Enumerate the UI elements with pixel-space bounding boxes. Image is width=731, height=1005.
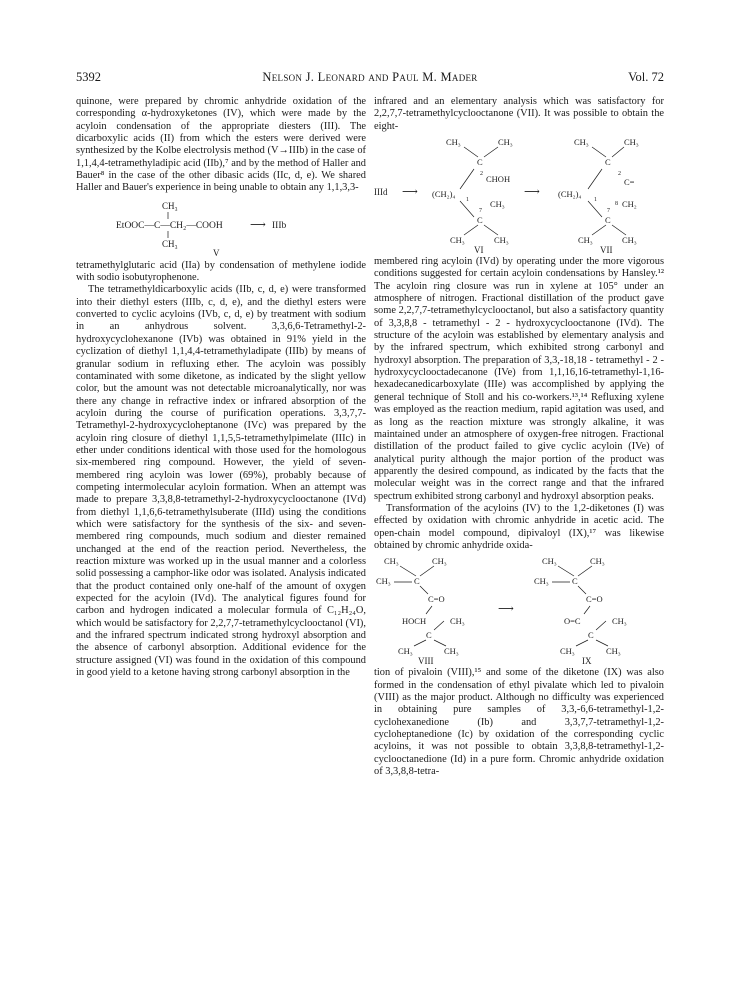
viii-quaternary-c: C — [414, 576, 420, 587]
page-number: 5392 — [76, 70, 101, 84]
viii-methyl-tl: CH₃ — [384, 556, 399, 567]
compound-label: V — [213, 247, 220, 257]
vi-choh: CHOH — [486, 174, 511, 185]
vi-position-2: 2 — [480, 171, 483, 178]
vi-methyl-tl: CH₃ — [446, 137, 461, 148]
running-head-authors: Nelson J. Leonard and Paul M. Mader — [262, 70, 478, 84]
ix-oc: O=C — [564, 616, 581, 627]
paragraph: tion of pivaloin (VIII),¹⁵ and some of the diketone (IX) was also formed in the condensation of ethyl pivalate which led to pivaloin (VIII) as the major product. Although no difficulty was experienced in obtaining pure samples of 3,3,-6,6-tetramethyl-1,2-cyclohexanedione (Ib) and 3,3,7,7-tetramethyl-1,2-cycloheptanedione (Ic) by oxidation of the corresponding cyclic acyloins, it was not possible to obtain 3,3,8,8-tetramethyl-1,2-cyclooctanedione (Id) in a pure form. Chromic anhydride oxidation of 3,3,8,8-tetra- — [374, 667, 664, 778]
ix-methyl-tl: CH₃ — [542, 556, 557, 567]
vi-quaternary-c: C — [477, 157, 483, 168]
vi-ring-chain: (CH₂)₄ — [432, 189, 456, 200]
viii-label: VIII — [418, 656, 434, 665]
vii-ring-chain: (CH₂)₄ — [558, 189, 582, 200]
methyl-bottom: CH₃ — [162, 238, 178, 249]
ix-quaternary-c2: C — [588, 630, 594, 641]
methyl-top: CH₃ — [162, 200, 178, 211]
vii-position-1: 1 — [594, 197, 597, 204]
ix-label: IX — [582, 656, 592, 665]
vii-quaternary-c: C — [605, 157, 611, 168]
vi-label: VI — [474, 245, 484, 254]
ix-methyl-ml: CH₃ — [534, 576, 549, 587]
vi-position-1: 1 — [466, 197, 469, 204]
ix-quaternary-c: C — [572, 576, 578, 587]
vii-label: VII — [600, 245, 613, 254]
product-label: IIIb — [272, 220, 287, 231]
vi-position-7: 7 — [479, 208, 482, 215]
vii-quaternary-c2: C — [605, 215, 611, 226]
vi-methyl-r: CH₃ — [490, 199, 505, 210]
vii-position-8: 8 — [615, 201, 618, 208]
vi-methyl-br: CH₃ — [494, 235, 509, 246]
vi-quaternary-c2: C — [477, 215, 483, 226]
paragraph: tetramethylglutaric acid (IIa) by condensation of methylene iodide with sodio isobutyrophenone. — [76, 259, 366, 284]
ix-methyl-a: CH₃ — [612, 616, 627, 627]
arrow-to-vii: ⟶ — [524, 186, 540, 199]
paragraph: quinone, were prepared by chromic anhydride oxidation of the corresponding α-hydroxyketones (IV), which were made by the acyloin condensation of the appropriate diesters (III). The dicarboxylic acids (II) from which the esters were derived were synthesized by the Kolbe electrolysis method (V→IIIb) in the case of 1,1,4,4-tetramethyladipic acid (IIb),⁷ and by the method of Haller and Bauer⁸ in the case of the other dibasic acids (IIc, d, e). We shared Haller and Bauer's experience in being unable to obtain any 1,1,3,3- — [76, 96, 366, 194]
vi-methyl-bl: CH₃ — [450, 235, 465, 246]
vii-methyl-tr: CH₃ — [624, 137, 639, 148]
viii-methyl-ml: CH₃ — [376, 576, 391, 587]
viii-quaternary-c2: C — [426, 630, 432, 641]
viii-methyl-bl: CH₃ — [398, 646, 413, 657]
arrow-to-vi: ⟶ — [402, 186, 418, 199]
ix-carbonyl: C=O — [586, 594, 603, 605]
vii-carbonyl: C= — [624, 177, 635, 188]
scheme-compound-v — [76, 197, 366, 257]
ix-methyl-bl: CH₃ — [560, 646, 575, 657]
paragraph: infrared and an elementary analysis which was satisfactory for 2,2,7,7-tetramethylcyclooctanone (VII). It was possible to obtain the eight- — [374, 96, 664, 132]
arrow-viii-to-ix: ⟶ — [498, 603, 514, 616]
paragraph: The tetramethyldicarboxylic acids (IIb, c, d, e) were transformed into their diethyl esters (IIIb, c, d, e), and the diethyl esters were converted to cyclic acyloins (IVb, c, d, e) by treatment with sodium in an anhydrous solvent. 3,3,6,6-Tetramethyl-2-hydroxycyclohexanone (IVb) was obtained in 91% yield in the cyclization of diethyl 1,1,4,4-tetramethyladipate (IIIb) by means of granular sodium in refluxing ether. The acyloin was possibly contaminated with some diketone, as indicated by the slight yellow color, but the amount was not detectable microanalytically, nor was there any change in refractive index or infrared absorption of the acyloin during the course of purification operations. 3,3,7,7-Tetramethyl-2-hydroxycycloheptanone (IVc) was prepared by the acyloin ring closure of diethyl 1,1,5,5-tetramethylpimelate (IIIc) in ether under conditions identical with those used for the homologous six-membered ring compound. However, the yield of seven-membered ring acyloin was lower (69%), probably because of competing intermolecular acyloin formation. When an attempt was made to prepare 3,3,8,8-tetramethyl-2-hydroxycyclooctanone (IVd) from diethyl 1,1,6,6-tetramethylsuberate (IIId) using the conditions which were satisfactory for the synthesis of the six- and seven-membered ring compounds, much sodium and diester remained unchanged at the end of the reaction period. Nevertheless, the reaction mixture was worked up in the usual manner and a colorless solid possessing a camphor-like odor was isolated. Analysis indicated that the product contained only one-half of the amount of oxygen expected for the acyloin (IVd). The analytical figures found for carbon and hydrogen indicated a molecular formula of C₁₂H₂₄O, which would be satisfactory for 2,2,7,7-tetramethylcyclooctanol (VI), and the infrared spectrum indicated strong hydroxyl absorption and the absence of carbonyl absorption. Additional evidence for the structure assigned (VI) was found in the oxidation of this compound in good yield to a ketone having strong carbonyl absorption in the — [76, 284, 366, 679]
vii-methylene-r: CH₂ — [622, 199, 637, 210]
volume-label: Vol. 72 — [628, 70, 664, 84]
viii-methyl-tr: CH₃ — [432, 556, 447, 567]
paragraph: Transformation of the acyloins (IV) to the 1,2-diketones (I) was effected by oxidation with chromic anhydride in acetic acid. The open-chain model compound, dipivaloyl (IX),¹⁷ was likewise obtained by chromic anhydride oxida- — [374, 502, 664, 551]
viii-methyl-br: CH₃ — [444, 646, 459, 657]
viii-carbonyl: C=O — [428, 594, 445, 605]
paragraph: membered ring acyloin (IVd) by operating under the more vigorous conditions suggested for certain acyloin condensations by Hansley.¹² The acyloin ring closure was run in xylene at 105° under an atmosphere of nitrogen. Fractional distillation of the product gave some 2,2,7,7-tetramethylcyclooctanol, but also a satisfactory quantity of 3,3,8,8 - tetramethyl - 2 - hydroxycyclooctanone (IVd). The structure of the acyloin was established by elementary analysis and by the infrared spectrum, which exhibited strong carbonyl and hydroxyl absorption. The preparation of 3,3,-18,18 - tetramethyl - 2 - hydroxycyclooctadecanone (IVe) from 1,1,16,16-tetramethyl-1,16-hexadecanedicarboxylate (IIIe) was accomplished by applying the general technique of Stoll and his co-workers.¹³,¹⁴ Refluxing xylene was employed as the reaction medium, rapid agitation was used, and as long as the reaction mixture was strongly alkaline, it was maintained under an atmosphere of oxygen-free nitrogen. Fractional distillation of the product failed to give cyclic acyloin (IVe) of analytical purity although the major portion of the product was apparently the desired compound, as indicated by the facts that the molecular weight was in the correct range and that the infrared spectrum exhibited strong carbonyl and hydroxyl absorption peaks. — [374, 256, 664, 502]
scheme-compounds-viii-ix — [374, 554, 664, 664]
reaction-arrow: ⟶ — [250, 218, 266, 231]
vii-methyl-tl: CH₃ — [574, 137, 589, 148]
vii-position-7: 7 — [607, 208, 610, 215]
start-material: IIId — [374, 187, 388, 198]
ix-methyl-tr: CH₃ — [590, 556, 605, 567]
viii-methyl-a: CH₃ — [450, 616, 465, 627]
vi-methyl-tr: CH₃ — [498, 137, 513, 148]
page-header — [76, 70, 664, 86]
ester-acid-chain: EtOOC—C—CH₂—COOH — [116, 220, 223, 231]
vii-position-2: 2 — [618, 171, 621, 178]
ix-methyl-br: CH₃ — [606, 646, 621, 657]
vii-methyl-bl: CH₃ — [578, 235, 593, 246]
left-column — [76, 96, 366, 679]
vii-methyl-br: CH₃ — [622, 235, 637, 246]
right-column — [374, 96, 664, 778]
scheme-compounds-vi-vii — [374, 135, 664, 253]
viii-hoch: HOCH — [402, 616, 427, 627]
